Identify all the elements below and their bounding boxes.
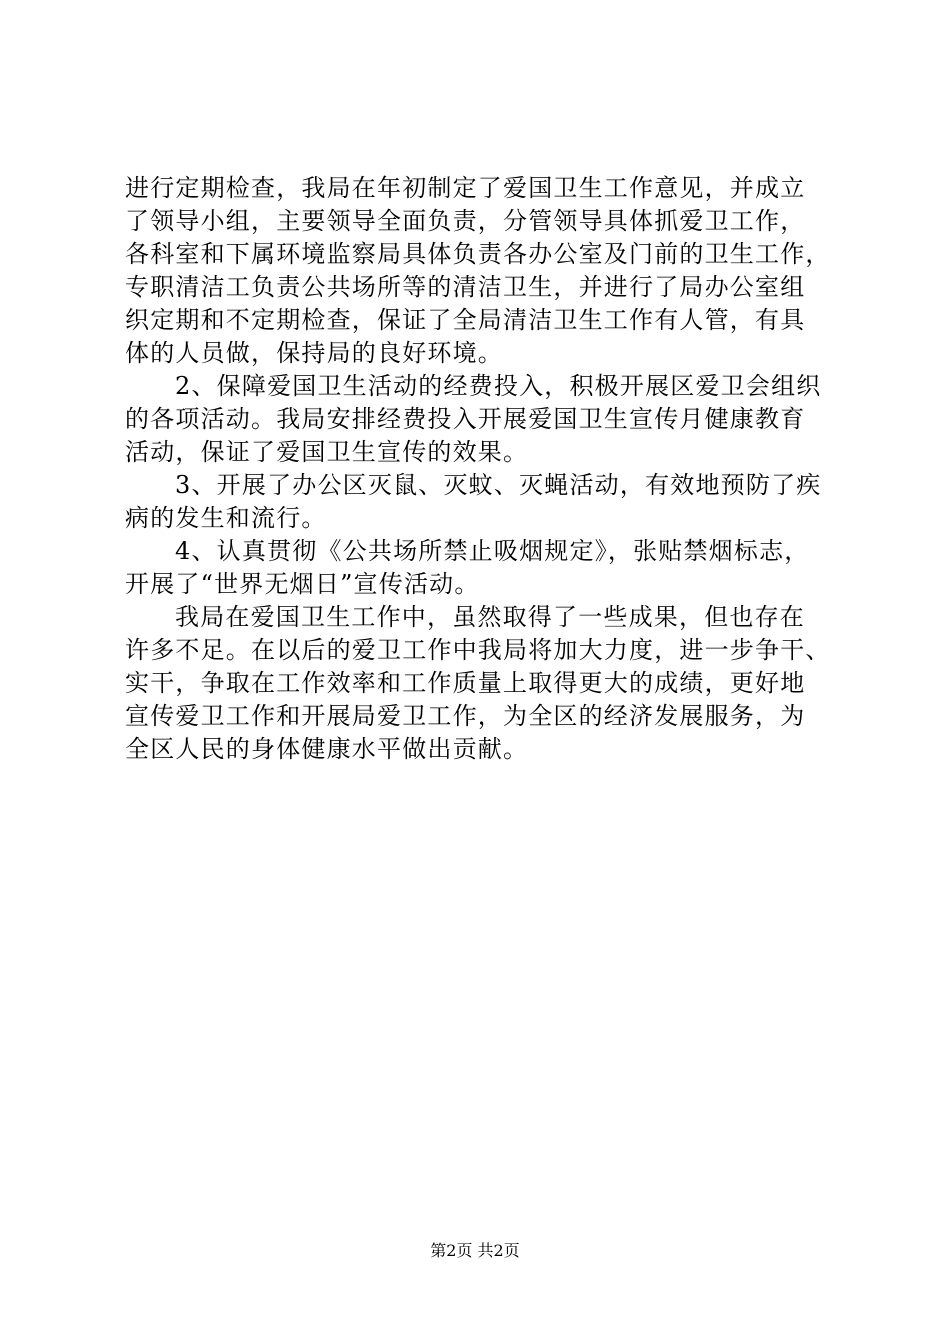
paragraph-item-2: 2、保障爱国卫生活动的经费投入，积极开展区爱卫会组织	[175, 372, 822, 400]
text-line: 织定期和不定期检查，保证了全局清洁卫生工作有人管，有具	[125, 306, 806, 334]
document-body	[125, 172, 837, 766]
paragraph-item-3: 3、开展了办公区灭鼠、灭蚊、灭蝇活动，有效地预防了疾	[175, 471, 822, 499]
paragraph-conclusion: 我局在爱国卫生工作中，虽然取得了一些成果，但也存在	[175, 603, 805, 631]
text-line: 实干，争取在工作效率和工作质量上取得更大的成绩，更好地	[125, 669, 806, 697]
text-line: 宣传爱卫工作和开展局爱卫工作，为全区的经济发展服务，为	[125, 702, 806, 730]
text-line: 专职清洁工负责公共场所等的清洁卫生，并进行了局办公室组	[125, 273, 806, 301]
text-line: 活动，保证了爱国卫生宣传的效果。	[125, 438, 529, 466]
text-line: 各科室和下属环境监察局具体负责各办公室及门前的卫生工作，	[125, 240, 831, 268]
text-line: 了领导小组，主要领导全面负责，分管领导具体抓爱卫工作，	[125, 207, 806, 235]
text-line: 全区人民的身体健康水平做出贡献。	[125, 735, 529, 763]
text-line: 体的人员做，保持局的良好环境。	[125, 339, 503, 367]
text-line: 进行定期检查，我局在年初制定了爱国卫生工作意见，并成立	[125, 174, 806, 202]
text-line: 病的发生和流行。	[125, 504, 327, 532]
paragraph-item-4: 4、认真贯彻《公共场所禁止吸烟规定》，张贴禁烟标志，	[175, 537, 810, 565]
text-line: 开展了“世界无烟日”宣传活动。	[125, 570, 480, 598]
page-number-footer: 第2页 共2页	[430, 1241, 520, 1260]
text-line: 许多不足。在以后的爱卫工作中我局将加大力度，进一步争干、	[125, 636, 831, 664]
text-line: 的各项活动。我局安排经费投入开展爱国卫生宣传月健康教育	[125, 405, 806, 433]
